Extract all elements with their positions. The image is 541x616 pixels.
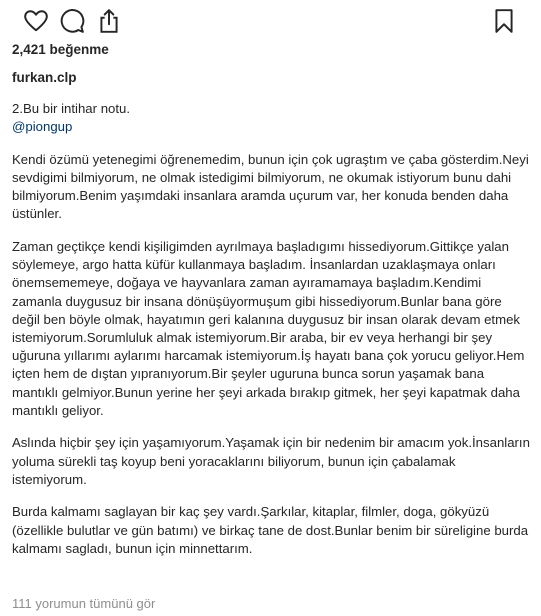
post-caption — [12, 100, 532, 572]
mention-link[interactable]: @piongup — [12, 119, 73, 135]
caption-paragraph-3: Aslında hiçbir şey için yaşamıyorum.Yaşamak için bir nedenim bir amacım yok.İnsanların yoluma sürekli taş koyup beni yoracaklarını biliyorum, bunun için çabalamak istemiyorum. — [12, 435, 530, 487]
bookmark-icon[interactable] — [491, 8, 517, 34]
share-icon[interactable] — [96, 8, 122, 34]
caption-paragraph-2: Zaman geçtikçe kendi kişiligimden ayrılmaya başladıgımı hissediyorum.Gittikçe yalan söylemeye, argo hatta küfür kullanmaya başladım. İnsanlardan uzaklaşmaya onları önemsememeye, doğaya ve hayvanlara zaman ayıramamaya başladım.Kendimi zamanla duygusuz bir insana dönüşüyormuşum gibi hissediyorum.Bunlar bana göre değil ben böyle olmak, hayatımın geri kalanına duygusuz bir insan olarak devam etmek istemiyorum.Sorumluluk almak istemiyorum.Bir araba, bir ev veya herhangi bir şey uğuruna yıllarımı aylarımı harcamak istemiyorum.İş hayatı bana çok yorucu geliyor.Hem içten hem de dıştan yıpranıyorum.Bir şeyler uguruna bunca sorun yaşamak bana mantıklı gelmiyor.Bunun yerine her şeyi arkada bırakıp gitmek, her şeyi kapatmak daha mantıklı geliyor. — [12, 239, 525, 418]
caption-line-1: 2.Bu bir intihar notu. — [12, 101, 131, 116]
caption-intro — [12, 100, 532, 136]
post-username[interactable]: furkan.clp — [12, 70, 77, 85]
heart-icon[interactable] — [23, 8, 49, 34]
likes-count[interactable]: 2,421 beğenme — [12, 42, 109, 57]
view-all-comments-link[interactable]: 111 yorumun tümünü gör — [12, 596, 156, 611]
post-actions — [12, 0, 529, 40]
comment-icon[interactable] — [59, 8, 85, 34]
caption-paragraph-4: Burda kalmamı saglayan bir kaç şey vardı.Şarkılar, kitaplar, filmler, doga, gökyüzü (özellikle bulutlar ve gün batımı) ve birkaç tane de dost.Bunlar benim bir süreligine burda kalmamı sagladı, bunun için minnettarım. — [12, 504, 529, 556]
caption-paragraph-1: Kendi özümü yetenegimi öğrenemedim, bunun için çok ugraştım ve çaba gösterdim.Neyi sevdigimi bilmiyorum, ne olmak istedigimi bilmiyorum, ne okumak istiyorum bunu dahi bilmiyorum.Benim yaşımdaki insanlara aramda uçurum var, her konuda benden daha üstünler. — [12, 151, 529, 222]
